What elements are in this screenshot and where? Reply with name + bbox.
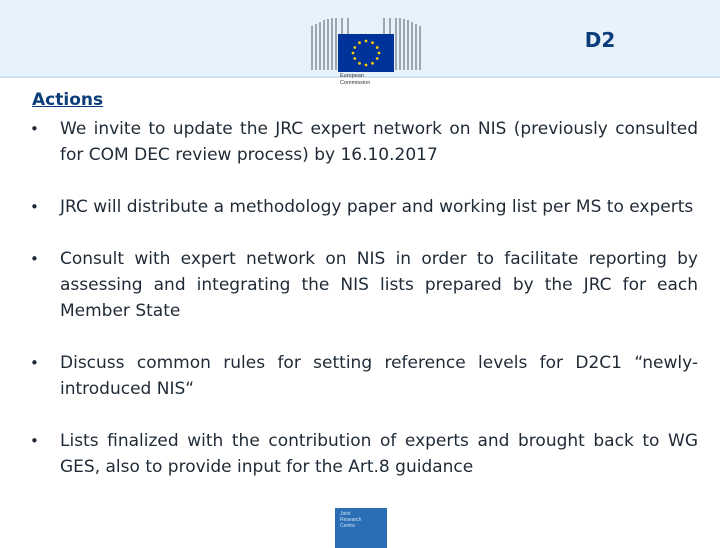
ec-building-icon [302,12,430,100]
list-item-text: Lists finalized with the contribution of experts and brought back to WG GES, also to provide input for the Art.8 guidance [60,431,698,477]
ec-logo-line1: European [340,73,364,79]
section-title: Actions [32,90,104,110]
bullet-icon: • [30,120,39,138]
ec-logo-text [340,73,400,86]
list-item-text: Discuss common rules for setting reference levels for D2C1 “newly-introduced NIS“ [60,353,698,399]
bullet-icon: • [30,198,39,216]
ec-logo-line2: Commission [340,79,371,86]
bullet-icon: • [30,250,39,268]
list-item [30,428,698,480]
jrc-logo-line1: Joint [340,511,351,517]
jrc-logo-line2: Research [340,517,362,523]
list-item [30,116,698,168]
list-item [30,350,698,402]
slide-id: D2 [584,28,616,52]
jrc-logo-text [340,511,384,529]
list-item-text: We invite to update the JRC expert network on NIS (previously consulted for COM DEC review process) by 16.10.2017 [60,119,698,165]
bullet-icon: • [30,432,39,450]
list-item-text: JRC will distribute a methodology paper and working list per MS to experts [60,197,694,217]
jrc-logo-line3: Centre [340,523,356,529]
actions-list [30,116,698,480]
european-commission-logo [302,12,430,100]
list-item [30,194,698,220]
list-item-text: Consult with expert network on NIS in order to facilitate reporting by assessing and integrating the NIS lists prepared by the JRC for each Member State [60,249,698,321]
jrc-logo [335,508,387,548]
bullet-icon: • [30,354,39,372]
list-item [30,246,698,324]
